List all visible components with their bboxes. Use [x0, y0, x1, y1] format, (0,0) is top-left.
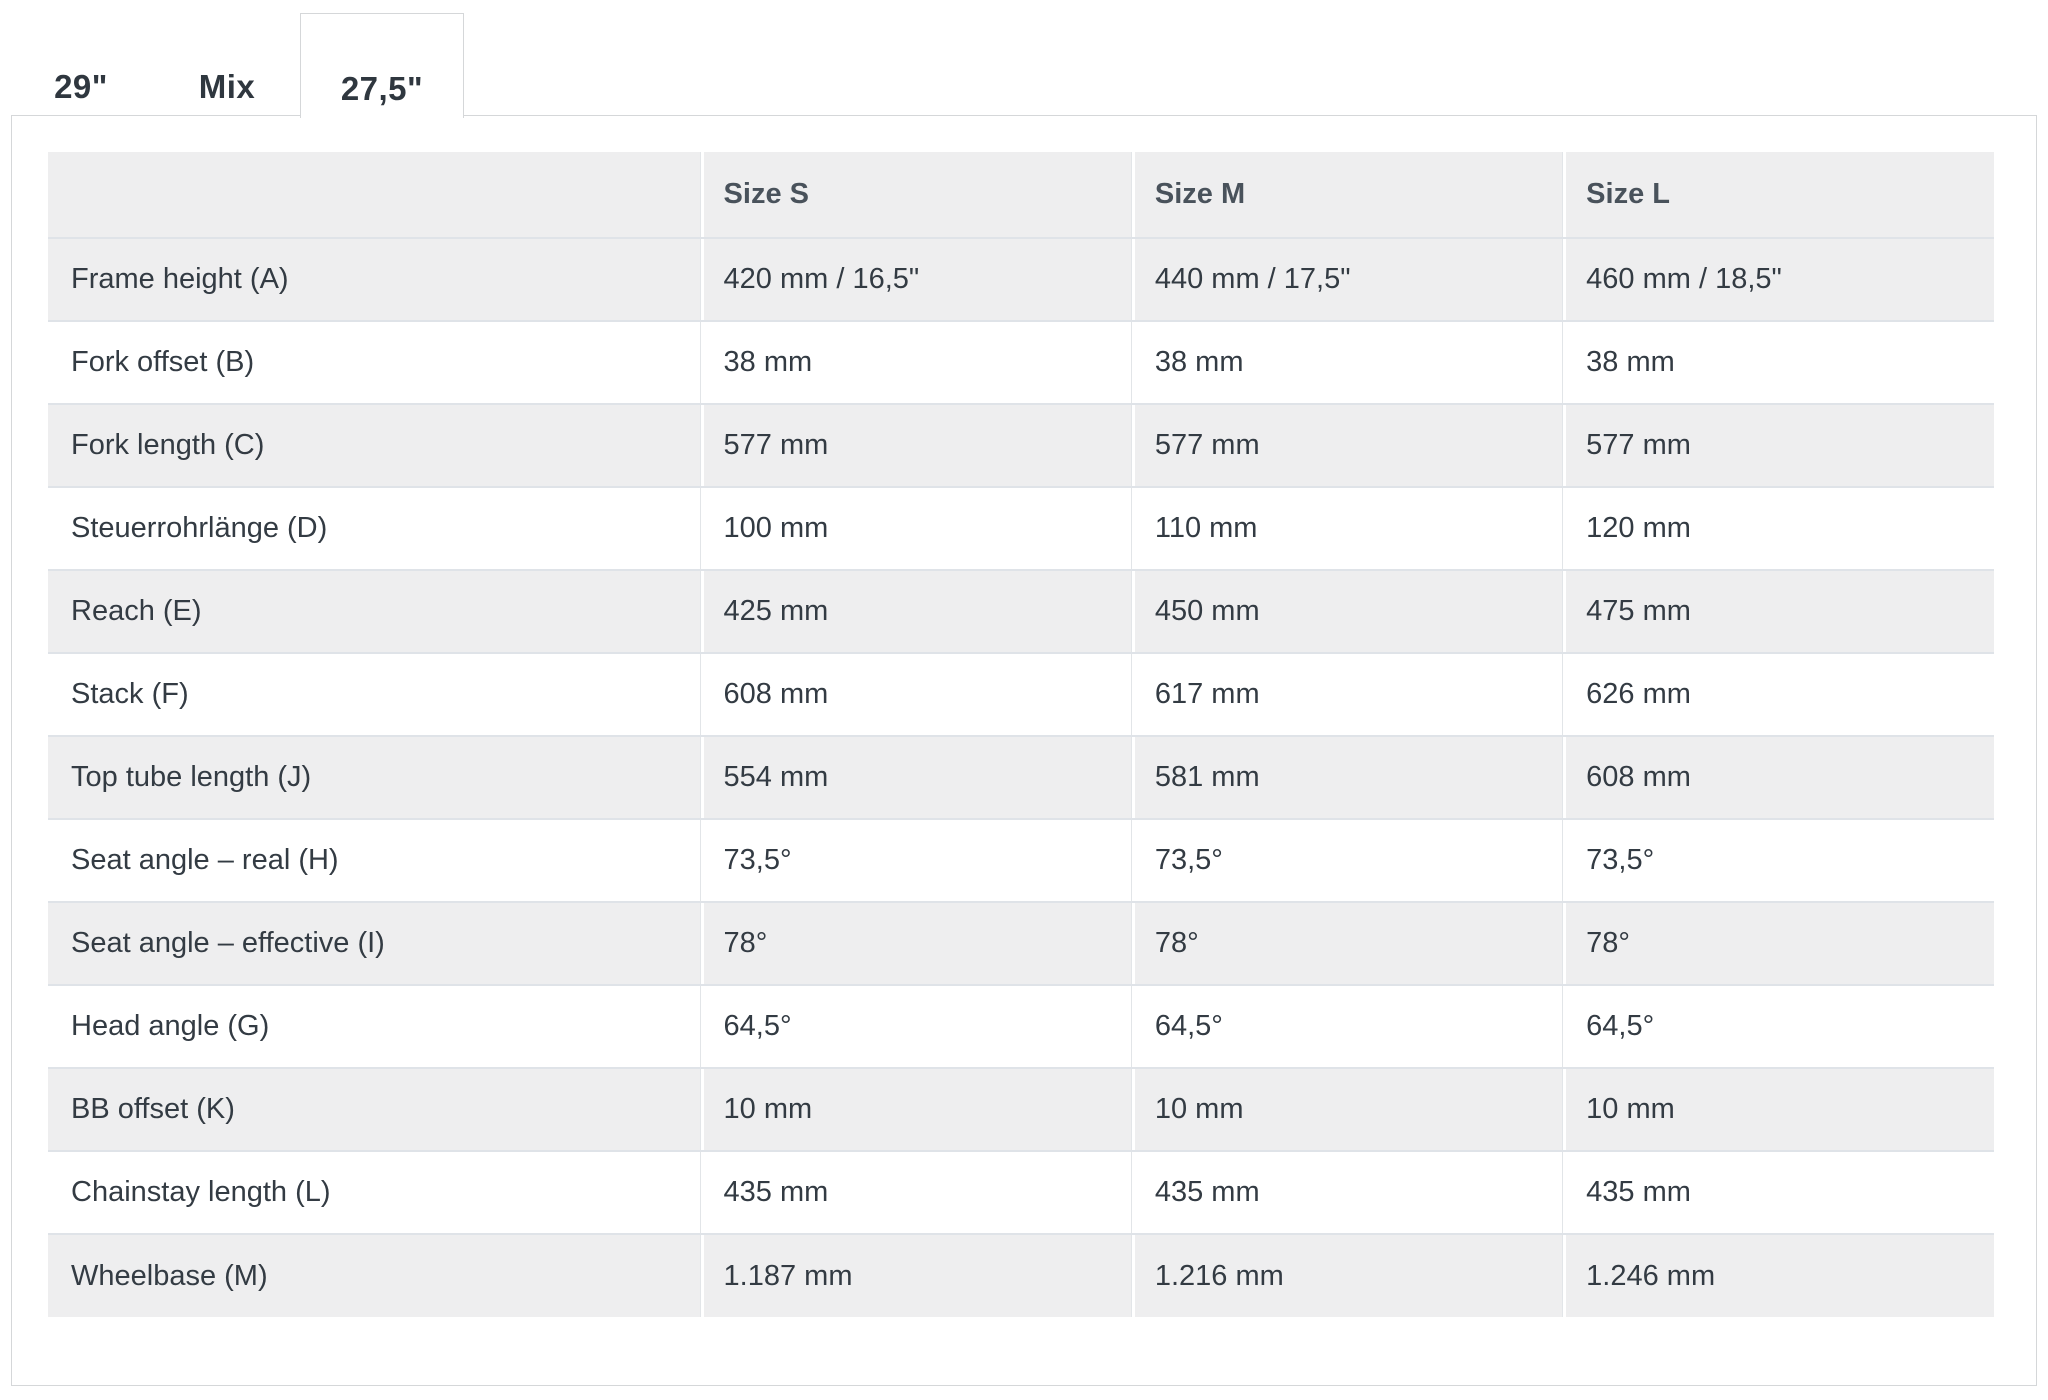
row-label: Chainstay length (L) — [48, 1151, 700, 1234]
table-row-wheelbase — [48, 1234, 1994, 1317]
row-label: Fork length (C) — [48, 404, 700, 487]
cell-size-s: 73,5° — [700, 819, 1131, 902]
cell-size-l: 608 mm — [1563, 736, 1994, 819]
tab-29-inch[interactable]: 29" — [54, 68, 108, 105]
cell-size-l: 38 mm — [1563, 321, 1994, 404]
table-row-frame-height — [48, 238, 1994, 321]
cell-size-m: 581 mm — [1131, 736, 1562, 819]
cell-size-m: 617 mm — [1131, 653, 1562, 736]
row-label: Reach (E) — [48, 570, 700, 653]
row-label: Stack (F) — [48, 653, 700, 736]
cell-size-s: 78° — [700, 902, 1131, 985]
cell-size-l: 475 mm — [1563, 570, 1994, 653]
cell-size-m: 450 mm — [1131, 570, 1562, 653]
table-row-fork-length — [48, 404, 1994, 487]
row-label: Seat angle – real (H) — [48, 819, 700, 902]
cell-size-s: 425 mm — [700, 570, 1131, 653]
cell-size-s: 420 mm / 16,5" — [700, 238, 1131, 321]
table-row-fork-offset — [48, 321, 1994, 404]
table-row-stack — [48, 653, 1994, 736]
cell-size-m: 10 mm — [1131, 1068, 1562, 1151]
cell-size-m: 73,5° — [1131, 819, 1562, 902]
geometry-panel — [11, 115, 2037, 1386]
cell-size-s: 554 mm — [700, 736, 1131, 819]
table-row-bb-offset — [48, 1068, 1994, 1151]
cell-size-s: 64,5° — [700, 985, 1131, 1068]
cell-size-s: 1.187 mm — [700, 1234, 1131, 1317]
table-row-top-tube-length — [48, 736, 1994, 819]
cell-size-m: 64,5° — [1131, 985, 1562, 1068]
header-empty-cell — [48, 152, 700, 238]
row-label: BB offset (K) — [48, 1068, 700, 1151]
cell-size-m: 110 mm — [1131, 487, 1562, 570]
cell-size-m: 38 mm — [1131, 321, 1562, 404]
cell-size-s: 10 mm — [700, 1068, 1131, 1151]
table-row-head-tube-length — [48, 487, 1994, 570]
row-label: Frame height (A) — [48, 238, 700, 321]
row-label: Top tube length (J) — [48, 736, 700, 819]
header-row — [48, 152, 1994, 238]
table-row-seat-angle-effective — [48, 902, 1994, 985]
cell-size-s: 38 mm — [700, 321, 1131, 404]
tab-mix[interactable]: Mix — [198, 68, 256, 105]
row-label: Head angle (G) — [48, 985, 700, 1068]
cell-size-l: 460 mm / 18,5" — [1563, 238, 1994, 321]
table-row-head-angle — [48, 985, 1994, 1068]
cell-size-s: 435 mm — [700, 1151, 1131, 1234]
cell-size-l: 577 mm — [1563, 404, 1994, 487]
cell-size-m: 435 mm — [1131, 1151, 1562, 1234]
cell-size-l: 120 mm — [1563, 487, 1994, 570]
cell-size-s: 608 mm — [700, 653, 1131, 736]
table-row-chainstay-length — [48, 1151, 1994, 1234]
cell-size-l: 435 mm — [1563, 1151, 1994, 1234]
row-label: Steuerrohrlänge (D) — [48, 487, 700, 570]
cell-size-m: 78° — [1131, 902, 1562, 985]
cell-size-m: 440 mm / 17,5" — [1131, 238, 1562, 321]
header-size-m: Size M — [1131, 152, 1562, 238]
table-row-reach — [48, 570, 1994, 653]
geometry-table — [48, 152, 1994, 1317]
cell-size-l: 64,5° — [1563, 985, 1994, 1068]
cell-size-s: 577 mm — [700, 404, 1131, 487]
cell-size-l: 78° — [1563, 902, 1994, 985]
cell-size-l: 626 mm — [1563, 653, 1994, 736]
row-label: Fork offset (B) — [48, 321, 700, 404]
table-row-seat-angle-real — [48, 819, 1994, 902]
cell-size-l: 10 mm — [1563, 1068, 1994, 1151]
cell-size-s: 100 mm — [700, 487, 1131, 570]
cell-size-m: 577 mm — [1131, 404, 1562, 487]
wheel-size-tabs — [0, 13, 2048, 115]
cell-size-l: 1.246 mm — [1563, 1234, 1994, 1317]
row-label: Seat angle – effective (I) — [48, 902, 700, 985]
header-size-l: Size L — [1563, 152, 1994, 238]
cell-size-m: 1.216 mm — [1131, 1234, 1562, 1317]
tab-27-5-inch[interactable]: 27,5" — [300, 13, 464, 118]
cell-size-l: 73,5° — [1563, 819, 1994, 902]
header-size-s: Size S — [700, 152, 1131, 238]
row-label: Wheelbase (M) — [48, 1234, 700, 1317]
